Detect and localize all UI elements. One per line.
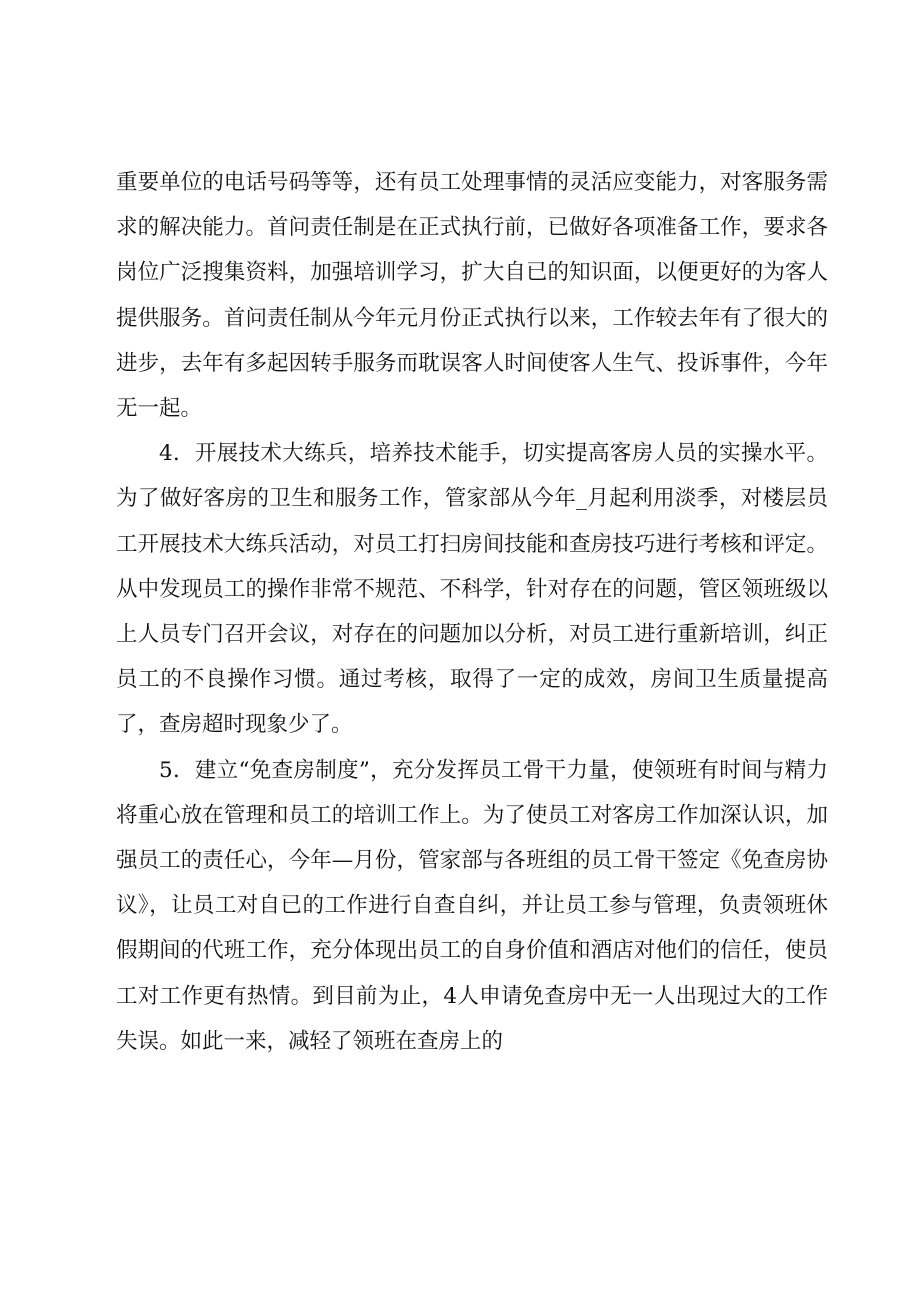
document-body	[116, 160, 828, 1064]
paragraph-first-continuation: 重要单位的电话号码等等，还有员工处理事情的灵活应变能力，对客服务需求的解决能力。首问责任制是在正式执行前，已做好各项准备工作，要求各岗位广泛搜集资料，加强培训学习，扩大自已的知识面，以便更好的为客人提供服务。首问责任制从今年元月份正式执行以来，工作较去年有了很大的进步，去年有多起因转手服务而耽误客人时间使客人生气、投诉事件，今年无一起。	[116, 170, 828, 422]
paragraph-item-5: 5．建立“免查房制度”，充分发挥员工骨干力量，使领班有时间与精力将重心放在管理和员工的培训工作上。为了使员工对客房工作加深认识，加强员工的责任心，今年—月份，管家部与各班组的员工骨干签定《免查房协议》，让员工对自已的工作进行自查自纠，并让员工参与管理，负责领班休假期间的代班工作，充分体现出员工的自身价值和酒店对他们的信任，使员工对工作更有热情。到目前为止，4人申请免查房中无一人出现过大的工作失误。如此一来，减轻了领班在查房上的	[116, 757, 828, 1054]
paragraph-item-4: 4．开展技术大练兵，培养技术能手，切实提高客房人员的实操水平。为了做好客房的卫生和服务工作，管家部从今年_月起利用淡季，对楼层员工开展技术大练兵活动，对员工打扫房间技能和查房技巧进行考核和评定。从中发现员工的操作非常不规范、不科学，针对存在的问题，管区领班级以上人员专门召开会议，对存在的问题加以分析，对员工进行重新培训，纠正员工的不良操作习惯。通过考核，取得了一定的成效，房间卫生质量提高了，查房超时现象少了。	[116, 441, 828, 738]
